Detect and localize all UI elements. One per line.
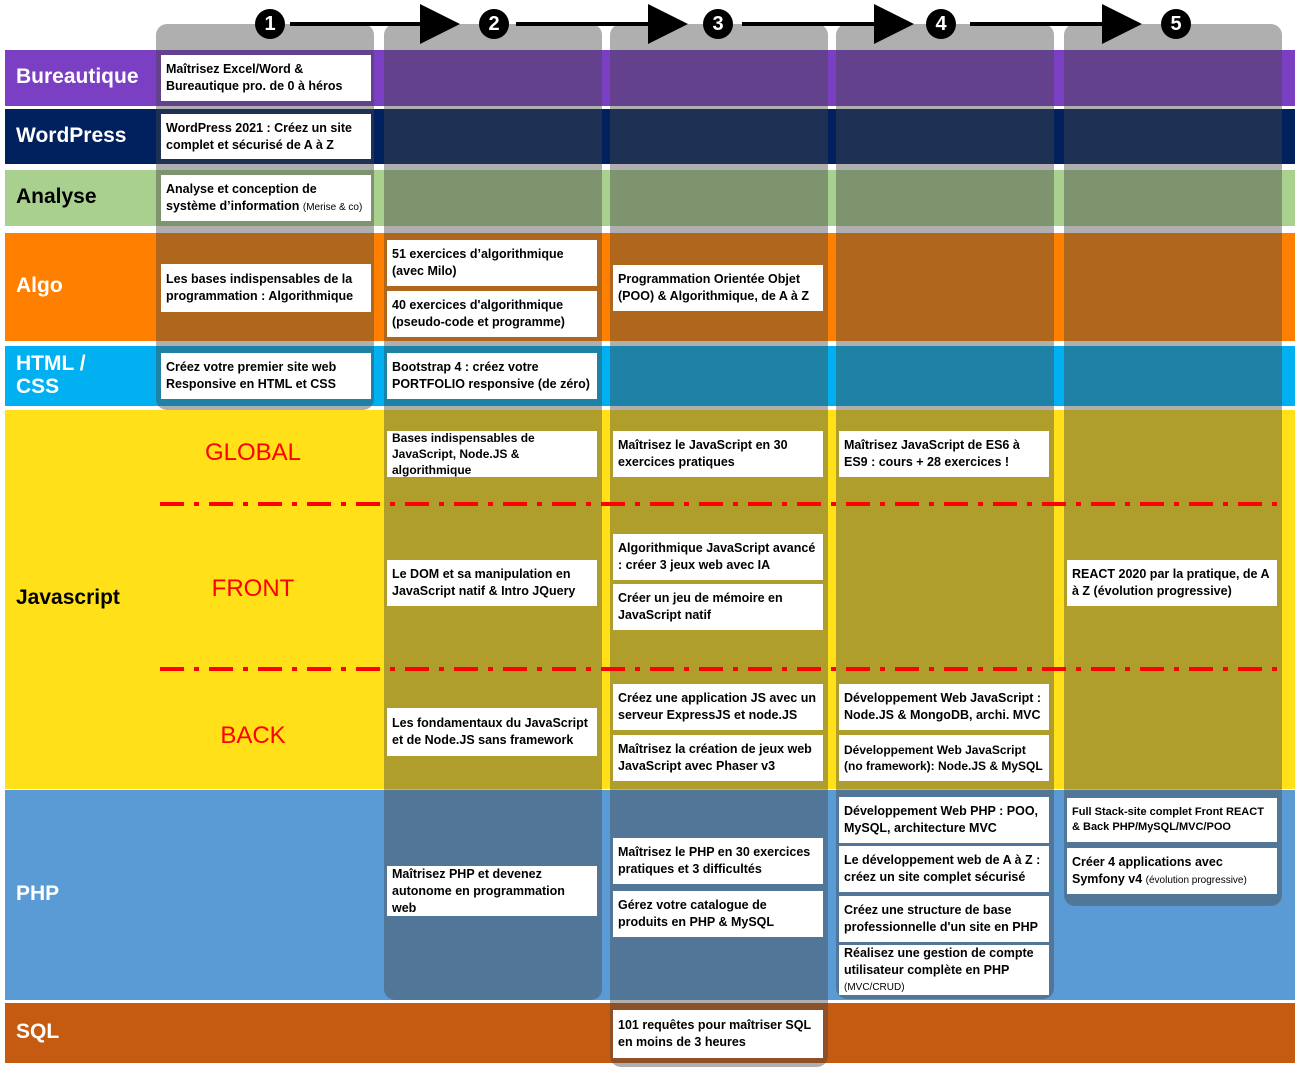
course-title: WordPress 2021 : Créez un site complet et sécurisé de A à Z: [166, 120, 352, 152]
course-card[interactable]: [387, 866, 597, 916]
course-title: REACT 2020 par la pratique, de A à Z (évolution progressive): [1072, 567, 1270, 598]
course-card[interactable]: [613, 735, 823, 781]
label-javascript: Javascript: [16, 586, 120, 609]
label-analyse: Analyse: [16, 185, 97, 208]
course-card[interactable]: [1067, 560, 1277, 606]
course-card[interactable]: [387, 431, 597, 477]
course-title: Algorithmique JavaScript avancé : créer 3 jeux web avec IA: [618, 541, 816, 572]
course-card[interactable]: [387, 708, 597, 756]
course-card[interactable]: [161, 353, 371, 399]
course-title: Créez votre premier site web Responsive en HTML et CSS: [166, 360, 337, 391]
course-card[interactable]: [839, 846, 1049, 892]
label-sql: SQL: [16, 1020, 60, 1043]
course-note: (Merise & co): [302, 201, 363, 213]
course-title: 51 exercices d’algorithmique (avec Milo): [392, 247, 564, 278]
course-card[interactable]: [839, 684, 1049, 730]
js-section-global: GLOBAL: [204, 439, 302, 466]
course-title: Les bases indispensables de la programmation : Algorithmique: [166, 272, 354, 303]
course-title: Analyse et conception de système d’information: [166, 181, 317, 213]
course-title: Créez une application JS avec un serveur ExpressJS et node.JS: [618, 691, 816, 722]
course-card[interactable]: [613, 684, 823, 730]
course-title: Maîtrisez le PHP en 30 exercices pratiques et 3 difficultés: [618, 845, 811, 876]
step-3-badge: 3: [703, 9, 733, 39]
course-card[interactable]: [613, 838, 823, 884]
course-title: Maîtrisez PHP et devenez autonome en programmation web: [392, 866, 565, 915]
course-card[interactable]: [387, 353, 597, 399]
course-card[interactable]: [161, 114, 371, 159]
label-algo: Algo: [16, 274, 63, 297]
course-title: Créez une structure de base professionnelle d'un site en PHP: [844, 903, 1038, 934]
course-title: Le DOM et sa manipulation en JavaScript natif & Intro JQuery: [392, 567, 576, 598]
course-card[interactable]: [613, 431, 823, 477]
course-card[interactable]: [839, 797, 1049, 843]
course-title: Maîtrisez Excel/Word & Bureautique pro. de 0 à héros: [166, 62, 343, 93]
course-title: Les fondamentaux du JavaScript et de Node.JS sans framework: [392, 716, 588, 747]
course-card[interactable]: [839, 431, 1049, 477]
course-title: Gérez votre catalogue de produits en PHP & MySQL: [618, 898, 775, 929]
course-title: Développement Web JavaScript (no framework): Node.JS & MySQL: [844, 743, 1043, 773]
course-title: Réalisez une gestion de compte utilisateur complète en PHP: [844, 945, 1034, 977]
js-section-back: BACK: [220, 722, 286, 749]
step-5-badge: 5: [1161, 9, 1191, 39]
course-title: Programmation Orientée Objet (POO) & Algorithmique, de A à Z: [618, 272, 809, 303]
course-title: Créer 4 applications avec Symfony v4: [1072, 854, 1223, 886]
course-title: Bases indispensables de JavaScript, Node.JS & algorithmique: [392, 431, 535, 477]
step-2-badge: 2: [479, 9, 509, 39]
label-bureautique: Bureautique: [16, 65, 139, 88]
step-4-badge: 4: [926, 9, 956, 39]
course-title: Développement Web PHP : POO, MySQL, architecture MVC: [844, 804, 1039, 835]
course-card[interactable]: [161, 55, 371, 101]
course-card[interactable]: [613, 265, 823, 311]
course-title: Le développement web de A à Z : créez un site complet sécurisé: [844, 853, 1041, 884]
label-wordpress: WordPress: [16, 124, 127, 147]
course-card[interactable]: [161, 175, 371, 221]
course-title: Bootstrap 4 : créez votre PORTFOLIO responsive (de zéro): [392, 360, 590, 391]
course-card[interactable]: [387, 560, 597, 606]
course-card[interactable]: [613, 584, 823, 630]
course-card[interactable]: [387, 291, 597, 337]
course-title: 40 exercices d'algorithmique (pseudo-code et programme): [392, 298, 565, 329]
course-card[interactable]: [161, 264, 371, 312]
course-title: Full Stack-site complet Front REACT & Back PHP/MySQL/MVC/POO: [1072, 806, 1264, 833]
course-title: Développement Web JavaScript : Node.JS & MongoDB, archi. MVC: [844, 691, 1042, 722]
course-title: Maîtrisez JavaScript de ES6 à ES9 : cours + 28 exercices !: [844, 438, 1020, 469]
course-title: Maîtrisez la création de jeux web JavaScript avec Phaser v3: [618, 742, 812, 773]
label-htmlcss: HTML / CSS: [16, 352, 86, 398]
course-card[interactable]: [839, 735, 1049, 781]
step-1-badge: 1: [255, 9, 285, 39]
course-card[interactable]: [839, 945, 1049, 995]
course-card[interactable]: [613, 891, 823, 937]
course-card[interactable]: [1067, 848, 1277, 894]
course-card[interactable]: [613, 1010, 823, 1058]
course-note: (MVC/CRUD): [844, 981, 905, 993]
course-card[interactable]: [1067, 798, 1277, 842]
course-card[interactable]: [387, 240, 597, 286]
js-section-front: FRONT: [211, 575, 295, 602]
course-card[interactable]: [839, 896, 1049, 942]
course-title: Maîtrisez le JavaScript en 30 exercices pratiques: [618, 438, 788, 469]
label-php: PHP: [16, 882, 60, 905]
course-card[interactable]: [613, 534, 823, 580]
course-title: Créer un jeu de mémoire en JavaScript natif: [618, 591, 783, 622]
course-note: (évolution progressive): [1145, 874, 1247, 886]
course-title: 101 requêtes pour maîtriser SQL en moins de 3 heures: [618, 1018, 811, 1049]
